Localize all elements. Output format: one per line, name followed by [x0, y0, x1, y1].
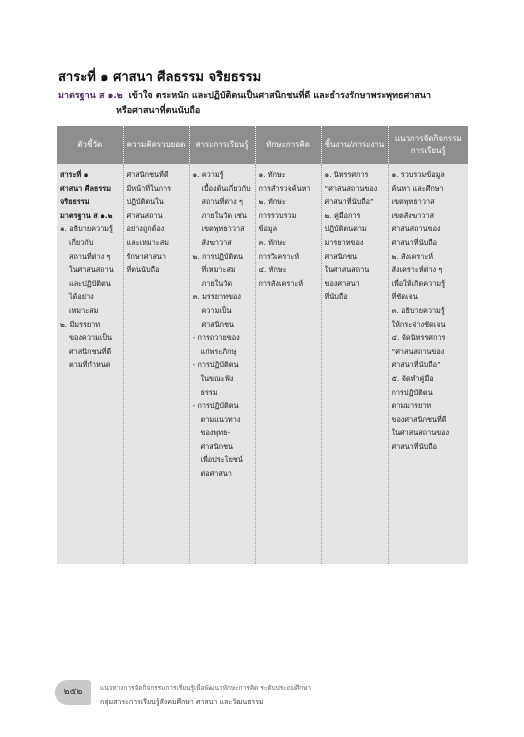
cell-line: ๒. ทักษะ [258, 197, 286, 207]
curriculum-table [57, 126, 468, 564]
cell-line: ปฏิบัติตนตาม [324, 224, 367, 234]
cell-line: - การถวายของ [192, 333, 240, 343]
cell-line: ศาสนาที่นับถือ” [391, 360, 441, 370]
cell-line: มารยาทของ [324, 237, 364, 247]
cell-line: ศาสนิกชน [324, 251, 358, 261]
cell-line: จริยธรรม [60, 197, 90, 207]
header-concept: ความคิดรวบยอด [123, 126, 189, 164]
cell-line: ที่ชัดเจน [391, 292, 418, 302]
header-tasks: ชิ้นงาน/ภาระงาน [321, 126, 388, 164]
cell-line: ได้อย่าง [69, 292, 94, 302]
standard-statement [58, 89, 478, 119]
cell-line: ศาสนาที่นับถือ [391, 441, 437, 451]
page-number: ๒๕๒ [55, 680, 91, 705]
cell-line: การวิเคราะห์ [258, 251, 300, 261]
cell-line: เบื้องต้นเกี่ยวกับ [201, 183, 251, 193]
section-title: สาระที่ ๑ ศาสนา ศีลธรรม จริยธรรม [58, 70, 262, 85]
cell-line: เขตพุทธาวาส [391, 197, 435, 207]
cell-line: ตามมารยาท [391, 401, 432, 411]
header-activities: แนวการจัดกิจกรรมการเรียนรู้ [388, 126, 468, 164]
cell-line: เขตพุทธาวาส [201, 224, 245, 234]
cell-line: การสังเคราะห์ [258, 278, 304, 288]
cell-line: ข้อมูล [258, 224, 278, 234]
cell-line: ๑. ความรู้ [192, 170, 224, 179]
cell-line: ๓. อธิบายความรู้ [391, 305, 445, 315]
cell-activities [388, 164, 468, 564]
cell-line: - การปฏิบัติตน [192, 401, 239, 411]
cell-line: ที่นับถือ [324, 292, 348, 302]
cell-line: อย่างถูกต้อง [126, 224, 165, 234]
cell-line: “ศาสนสถานของ [391, 346, 445, 356]
cell-line: ๒. มีมรรยาท [60, 319, 101, 329]
cell-line: ที่เหมาะสม [201, 265, 236, 275]
cell-line: สังฆาวาส [201, 237, 232, 247]
cell-line: ศาสนสถาน [126, 210, 163, 220]
cell-line: และเหมาะสม [126, 237, 169, 247]
cell-line: ศาสนิกชน [201, 319, 235, 329]
cell-line: เกี่ยวกับ [69, 237, 94, 247]
cell-line: การสำรวจค้นหา [258, 183, 311, 193]
cell-line: ของพุทธ- [200, 428, 231, 438]
cell-line: ของศาสนิกชนที่ดี [391, 414, 447, 424]
cell-line: สังเคราะห์ต่าง ๆ [391, 265, 443, 275]
header-thinking-skills: ทักษะการคิด [255, 126, 321, 164]
table-row [57, 164, 468, 564]
cell-line: ศาสนิกชนที่ดี [69, 346, 112, 356]
cell-line: ภายในวัด [201, 278, 233, 288]
cell-line: เขตสังฆาวาส [391, 210, 434, 220]
cell-line: มาตรฐาน ส ๑.๒ [60, 210, 113, 220]
cell-line: “ศาสนสถานของ [324, 183, 378, 193]
standard-description-line1: เข้าใจ ตระหนัก และปฏิบัติตนเป็นศาสนิกชนที่ดี และธำรงรักษาพระพุทธศาสนา [128, 91, 431, 101]
cell-line: ตามแนวทาง [200, 414, 241, 424]
cell-line: ศาสนาที่นับถือ” [324, 197, 374, 207]
cell-line: ๒. การปฏิบัติตน [192, 251, 244, 261]
cell-line: รักษาศาสนา [126, 251, 167, 261]
cell-line: ๒. คู่มือการ [324, 210, 361, 220]
cell-tasks [321, 164, 388, 564]
cell-line: เพื่อให้เกิดความรู้ [391, 278, 446, 288]
cell-line: ให้กระจ่างชัดเจน [391, 319, 446, 329]
cell-line: ๑. อธิบายความรู้ [60, 224, 113, 234]
cell-line: ปฏิบัติตนใน [126, 197, 164, 207]
standard-description-line2: หรือศาสนาที่ตนนับถือ [116, 106, 201, 116]
cell-line: ศาสนิกชนที่ดี [126, 170, 169, 179]
cell-line: เหมาะสม [69, 305, 99, 315]
cell-thinking-skills [255, 164, 321, 564]
cell-line: ภายในวัด เช่น [201, 210, 247, 220]
cell-line: ตามที่กำหนด [69, 360, 111, 370]
cell-line: ๓. ทักษะ [258, 237, 287, 247]
header-content: สาระการเรียนรู้ [189, 126, 255, 164]
standard-code: มาตรฐาน ส ๑.๒ [58, 91, 123, 101]
cell-line: ของความเป็น [69, 333, 112, 343]
cell-line: ความเป็น [201, 305, 232, 315]
cell-line: ศาสนาที่นับถือ [391, 237, 437, 247]
cell-line: ๕. จัดทำคู่มือ [391, 373, 434, 383]
cell-line: สถานที่ต่าง ๆ [69, 251, 111, 261]
cell-line: - การปฏิบัติตน [192, 360, 239, 370]
cell-line: ที่ตนนับถือ [126, 265, 160, 275]
cell-line: ในศาสนสถาน [324, 265, 370, 275]
cell-line: และปฏิบัติตน [69, 278, 111, 288]
cell-line: ๔. จัดนิทรรศการ [391, 333, 446, 343]
cell-line: ศาสนา ศีลธรรม [60, 183, 112, 193]
cell-line: ศาสนสถานของ [391, 224, 441, 234]
cell-line: ในศาสนสถานของ [391, 428, 450, 438]
cell-line: สาระที่ ๑ [60, 170, 89, 179]
cell-line: ต่อศาสนา [200, 469, 232, 479]
cell-line: ๑. นิทรรศการ [324, 170, 369, 179]
cell-concept [123, 164, 189, 564]
cell-line: ๔. ทักษะ [258, 265, 287, 275]
cell-line: เพื่อประโยชน์ [200, 455, 243, 465]
cell-line: แก่พระภิกษุ [200, 346, 237, 356]
cell-indicators [57, 164, 123, 564]
cell-line: ในขณะฟัง [200, 373, 234, 383]
cell-line: ของศาสนา [324, 278, 360, 288]
cell-line: ๑. ทักษะ [258, 170, 286, 179]
cell-line: การปฏิบัติตน [391, 387, 433, 397]
cell-line: ค้นหา และศึกษา [391, 183, 444, 193]
cell-content [189, 164, 255, 564]
cell-line: ธรรม [200, 387, 218, 397]
footer-subject-group: กลุ่มสาระการเรียนรู้สังคมศึกษา ศาสนา และวัฒนธรรม [100, 698, 264, 706]
cell-line: การรวบรวม [258, 210, 297, 220]
cell-line: ๒. สังเคราะห์ [391, 251, 434, 261]
cell-line: สถานที่ต่าง ๆ [201, 197, 243, 207]
cell-line: ในศาสนสถาน [69, 265, 114, 275]
table-header-row [57, 126, 468, 164]
footer-book-title: แนวทางการจัดกิจกรรมการเรียนรู้เพื่อพัฒนาทักษะการคิด ระดับประถมศึกษา [100, 684, 311, 692]
cell-line: มีหน้าที่ในการ [126, 183, 172, 193]
header-indicators: ตัวชี้วัด [57, 126, 123, 164]
cell-line: ศาสนิกชน [200, 441, 234, 451]
cell-line: ๓. มรรยาทของ [192, 292, 241, 302]
cell-line: ๑. รวบรวมข้อมูล [391, 170, 445, 179]
